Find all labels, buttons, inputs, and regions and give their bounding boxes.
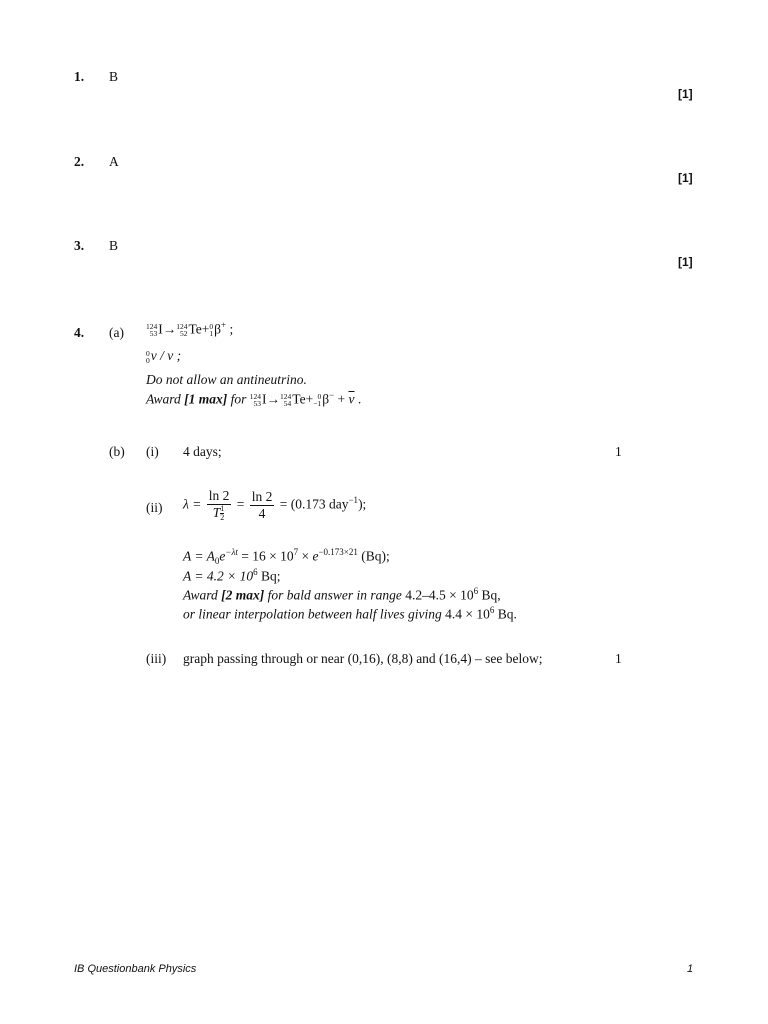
- part-a-label: (a): [109, 325, 124, 340]
- question-3-answer: B: [109, 238, 119, 253]
- part-b-iii-label: (iii): [146, 651, 167, 666]
- activity-equation: $A = A_0e^{-\lambda t} = 16 \times 10^7 \times e^{-0.173\times 21}$ (Bq);: [183, 547, 390, 567]
- question-1-mark: [1]: [678, 87, 693, 101]
- part-b-iii-mark: 1: [615, 651, 622, 666]
- page-number: 1: [687, 963, 694, 975]
- decay-constant-equation: λ = ln 2 T $\frac{1}{2}$ = $\frac{\ln 2}{4}$ = (0.173 day$^{-1}$);: [183, 488, 367, 523]
- interpolation-line: or linear interpolation between half lives giving $4.4 \times 10^6$ Bq.: [183, 605, 517, 622]
- award-1-max-line: Award [1 max] for 124 53 I→ 124 54 Te+ 0 −1 $\beta^- + \overline{v}$ .: [146, 390, 362, 409]
- award-2-max-line: Award [2 max] for bald answer in range $4.2-4.5 \times 10^6$ Bq,: [183, 586, 501, 603]
- question-2-answer: A: [109, 154, 119, 169]
- part-b-i-label: (i): [146, 444, 159, 459]
- question-1-number: 1.: [74, 69, 85, 84]
- part-b-label: (b): [109, 444, 125, 459]
- decay-equation: 124 53 I→ 124 52 Te+ 0 1 β+ ;: [146, 320, 234, 339]
- neutrino-line: 0 0 v / v ;: [146, 348, 182, 365]
- part-b-i-answer: 4 days;: [183, 444, 222, 459]
- part-b-ii-label: (ii): [146, 500, 163, 515]
- antineutrino-note: Do not allow an antineutrino.: [146, 372, 307, 387]
- question-1-answer: B: [109, 69, 119, 84]
- question-3-mark: [1]: [678, 255, 693, 269]
- question-2-number: 2.: [74, 154, 85, 169]
- question-2-mark: [1]: [678, 171, 693, 185]
- part-b-iii-answer: graph passing through or near (0,16), (8,8) and (16,4) – see below;: [183, 651, 543, 666]
- activity-result: $A = 4.2 \times 10^6$ Bq;: [183, 567, 281, 584]
- question-4-number: 4.: [74, 325, 85, 340]
- footer-source: IB Questionbank Physics: [74, 963, 197, 975]
- part-b-i-mark: 1: [615, 444, 622, 459]
- question-3-number: 3.: [74, 238, 85, 253]
